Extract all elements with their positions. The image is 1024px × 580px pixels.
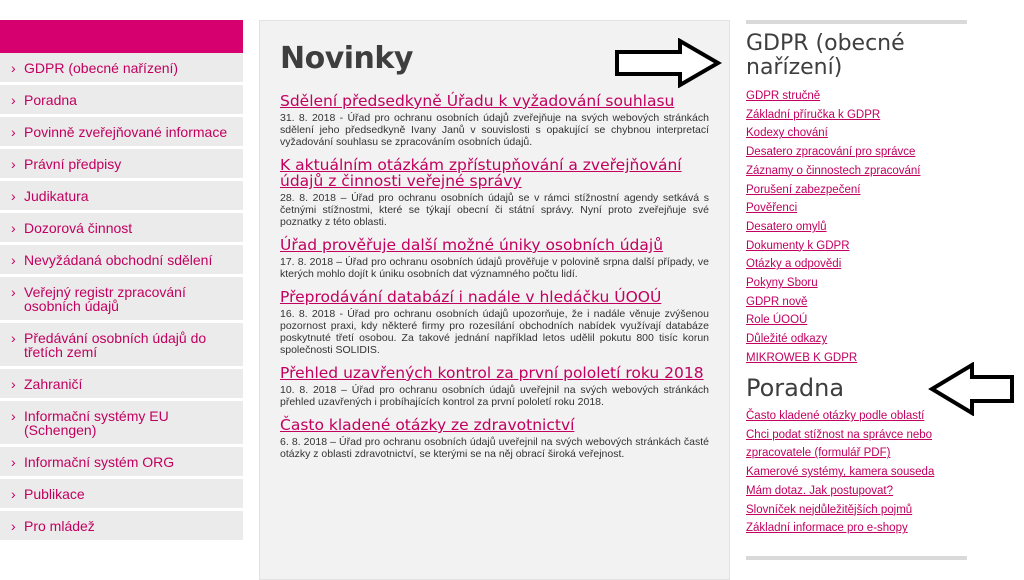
chevron-right-icon: › [11,60,16,76]
sidebar-link[interactable]: Otázky a odpovědi [746,258,842,271]
chevron-right-icon: › [11,92,16,108]
sidebar-item[interactable] [0,149,243,181]
gdpr-box-top-bar [746,20,967,24]
sidebar-link[interactable]: Role ÚOOÚ [746,314,808,327]
sidebar-link[interactable]: Kamerové systémy, kamera souseda [746,466,935,479]
news-title-link[interactable]: Úřad prověřuje další možné úniky osobních údajů [280,236,664,254]
sidebar-link[interactable]: GDPR stručně [746,90,821,102]
sidebar-item[interactable] [0,53,243,85]
sidebar-item[interactable] [0,369,243,401]
page-title: Novinky [280,41,413,76]
sidebar-item[interactable] [0,85,243,117]
sidebar-link[interactable]: Kodexy chování [746,127,828,140]
sidebar-link[interactable]: Slovníček nejdůležitějších pojmů [746,503,913,516]
news-item [280,289,709,356]
news-item [280,157,709,228]
news-summary: 16. 8. 2018 - Úřad pro ochranu osobních údajů upozorňuje, že i nadále věnuje zvýšenou pozornost praxi, kdy některé firmy pro rozesílání obchodních nabídek využívají databáze poskytnuté třetí osobou. Za takové jednání například letos udělil pokutu 800 tisíc korun společnosti SOLIDIS. [280,308,709,356]
sidebar-item[interactable] [0,245,243,277]
news-item [280,93,709,148]
sidebar-item[interactable] [0,511,243,543]
link-item [746,123,967,142]
sidebar-link[interactable]: MIKROWEB K GDPR [746,351,858,364]
arrow-left-icon [928,362,1016,416]
sidebar-item-label: Informační systémy EU (Schengen) [24,408,169,438]
sidebar-item-label: Veřejný registr zpracování osobních údajů [24,284,186,314]
news-panel [259,20,730,580]
sidebar-link[interactable]: Pokyny Sboru [746,277,818,290]
gdpr-link-list [746,86,967,367]
chevron-right-icon: › [11,188,16,204]
news-title-link[interactable]: K aktuálním otázkám zpřístupňování a zveřejňování údajů z činnosti veřejné správy [280,156,682,190]
link-item [746,462,967,481]
link-item [746,142,967,161]
sidebar-link[interactable]: Chci podat stížnost na správce nebo zpracovatele (formulář PDF) [746,428,933,460]
chevron-right-icon: › [11,220,16,236]
right-column-bottom-bar [746,556,967,560]
sidebar-item-label: GDPR (obecné nařízení) [24,60,179,76]
news-title-link[interactable]: Sdělení předsedkyně Úřadu k vyžadování souhlasu [280,92,675,110]
sidebar-link[interactable]: Základní informace pro e-shopy [746,522,908,535]
chevron-right-icon: › [11,156,16,172]
sidebar-item-label: Právní předpisy [24,156,122,172]
arrow-right-icon [614,38,722,88]
chevron-right-icon: › [11,408,16,424]
sidebar-item[interactable] [0,117,243,149]
news-list [280,93,709,460]
news-summary: 6. 8. 2018 – Úřad pro ochranu osobních údajů uveřejnil na svých webových stránkách časté otázky z oblasti zdravotnictví, se kterými se na něj obrací široká veřejnost. [280,436,709,460]
link-item [746,292,967,311]
sidebar-item-label: Judikatura [24,188,89,204]
sidebar-item[interactable] [0,479,243,511]
sidebar-link[interactable]: Pověřenci [746,202,798,215]
link-item [746,310,967,329]
link-item [746,425,967,462]
sidebar-link[interactable]: Často kladené otázky podle oblastí [746,410,925,422]
news-summary: 28. 8. 2018 – Úřad pro ochranu osobních údajů se v rámci stížnostní agendy setkává s četnými stížnostmi, které se týkají obecní či státní správy. Nyní proto zveřejňuje své poznatky z této oblasti. [280,192,709,228]
sidebar-item-label: Publikace [24,486,85,502]
news-title-link[interactable]: Často kladené otázky ze zdravotnictví [280,416,575,434]
sidebar-item-label: Pro mládež [24,518,95,534]
sidebar-link[interactable]: Základní příručka k GDPR [746,108,881,121]
link-item [746,273,967,292]
chevron-right-icon: › [11,252,16,268]
link-item [746,518,967,537]
sidebar-item-label: Předávání osobních údajů do třetích zemí [24,330,207,360]
left-navigation [0,20,243,543]
sidebar-link[interactable]: Desatero omylů [746,220,827,233]
link-item [746,329,967,348]
news-item [280,417,709,460]
link-item [746,198,967,217]
sidebar-link[interactable]: GDPR nově [746,295,808,308]
link-item [746,217,967,236]
sidebar-link[interactable]: Záznamy o činnostech zpracování [746,164,921,177]
chevron-right-icon: › [11,486,16,502]
link-item [746,254,967,273]
sidebar-item-label: Zahraničí [24,376,83,392]
sidebar-link[interactable]: Porušení zabezpečení [746,183,861,196]
sidebar-item[interactable] [0,277,243,323]
sidebar-item[interactable] [0,181,243,213]
nav-list [0,53,243,543]
sidebar-item[interactable] [0,401,243,447]
link-item [746,236,967,255]
gdpr-box [746,20,967,367]
link-item [746,105,967,124]
sidebar-item-label: Dozorová činnost [24,220,133,236]
sidebar-item[interactable] [0,323,243,369]
chevron-right-icon: › [11,376,16,392]
poradna-link-list [746,406,967,537]
link-item [746,161,967,180]
gdpr-box-heading: GDPR (obecné nařízení) [746,31,905,80]
sidebar-item-label: Poradna [24,92,77,108]
link-item [746,86,967,105]
link-item [746,481,967,500]
sidebar-link[interactable]: Dokumenty k GDPR [746,239,850,252]
chevron-right-icon: › [11,330,16,346]
news-summary: 31. 8. 2018 - Úřad pro ochranu osobních údajů zveřejňuje na svých webových stránkách sdělení jeho předsedkyně Ivany Janů v souvislosti s opakující se chybnou interpretací vyžadování souhlasu se zpracováním osobních údajů. [280,112,709,148]
news-item [280,237,709,280]
sidebar-link[interactable]: Mám dotaz. Jak postupovat? [746,484,894,497]
chevron-right-icon: › [11,284,16,300]
chevron-right-icon: › [11,518,16,534]
nav-header-bar [0,20,243,53]
poradna-box-heading: Poradna [746,374,845,402]
chevron-right-icon: › [11,124,16,140]
sidebar-item-label: Povinně zveřejňované informace [24,124,228,140]
sidebar-item-label: Nevyžádaná obchodní sdělení [24,252,213,268]
link-item [746,180,967,199]
news-summary: 10. 8. 2018 – Úřad pro ochranu osobních údajů uveřejnil na svých webových stránkách přehled uzavřených i probíhajících kontrol za první pololetí roku 2018. [280,384,709,408]
sidebar-link[interactable]: Důležité odkazy [746,333,828,346]
news-summary: 17. 8. 2018 – Úřad pro ochranu osobních údajů prověřuje v polovině srpna další případy, ve kterých mohlo dojít k úniku osobních dat významného počtu lidí. [280,256,709,280]
news-title-link[interactable]: Přehled uzavřených kontrol za první pololetí roku 2018 [280,364,704,382]
news-item [280,365,709,408]
link-item [746,500,967,519]
sidebar-link[interactable]: Desatero zpracování pro správce [746,146,916,159]
sidebar-item[interactable] [0,213,243,245]
chevron-right-icon: › [11,454,16,470]
sidebar-item-label: Informační systém ORG [24,454,175,470]
sidebar-item[interactable] [0,447,243,479]
news-title-link[interactable]: Přeprodávání databází i nadále v hledáčku ÚOOÚ [280,288,662,306]
